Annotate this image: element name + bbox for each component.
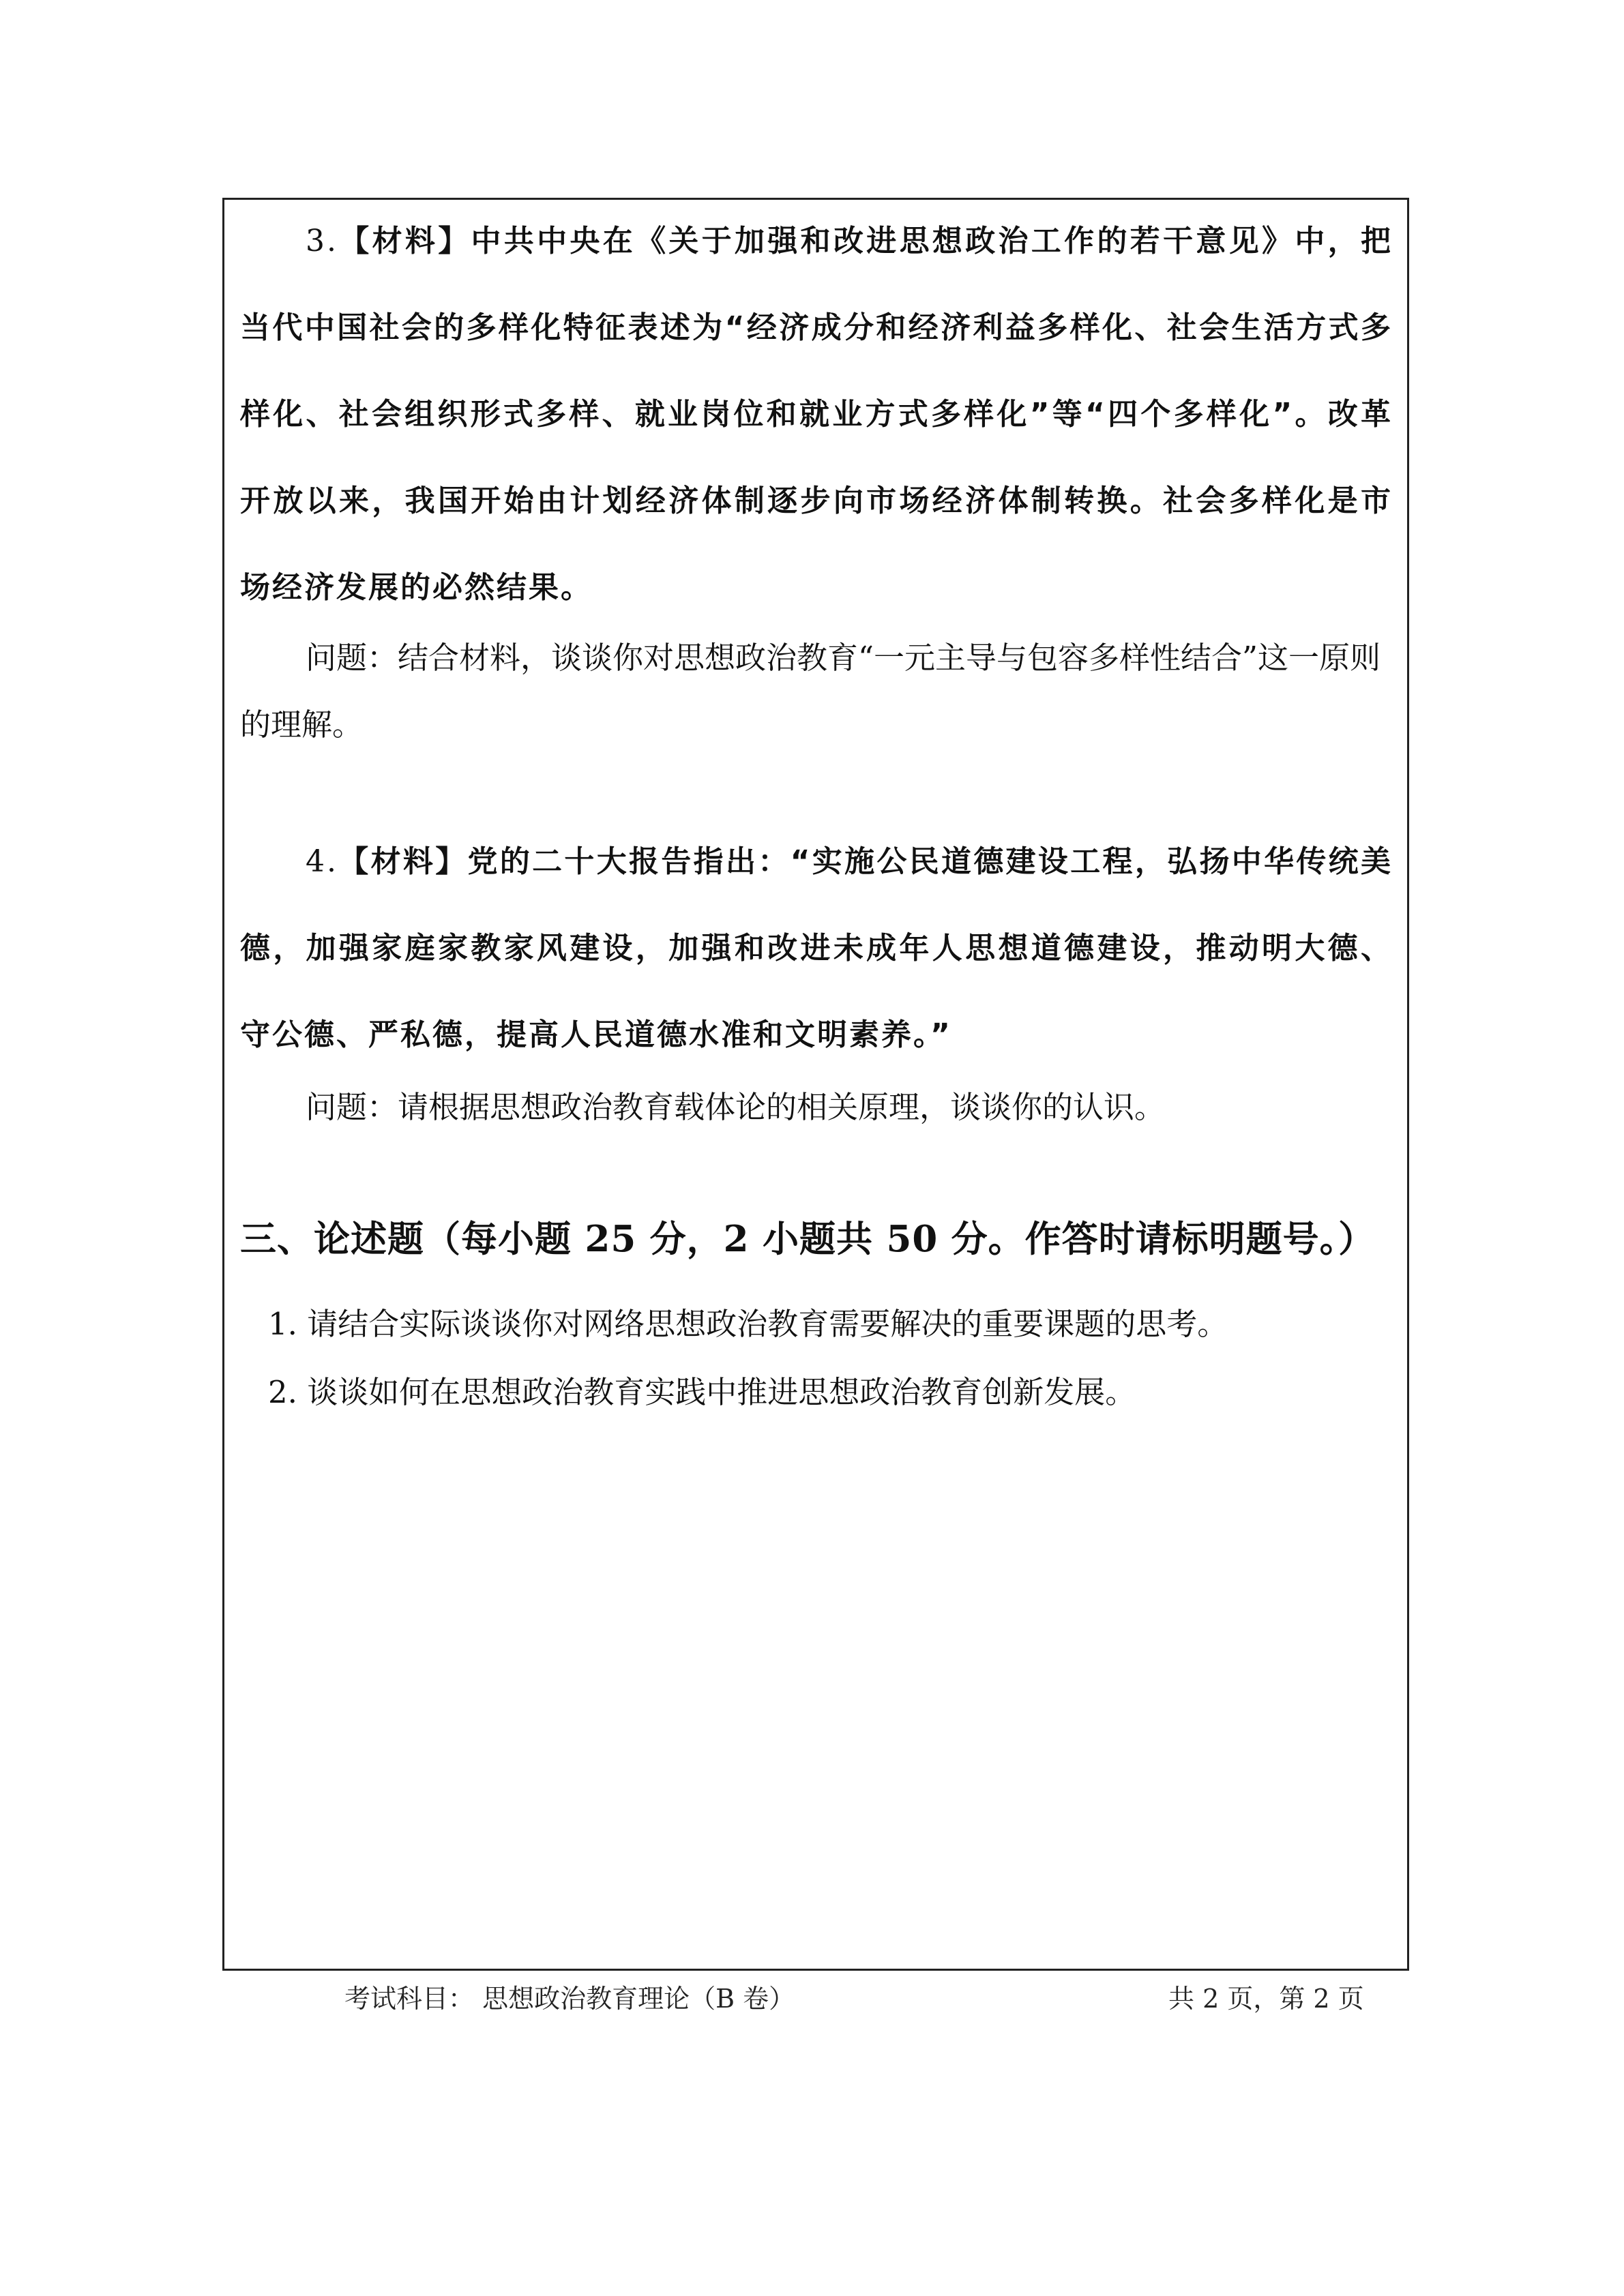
- footer-subject: 考试科目： 思想政治教育理论（B 卷）: [344, 1984, 795, 2014]
- question-4-prompt: 问题：请根据思想政治教育载体论的相关原理，谈谈你的认识。: [306, 1089, 1166, 1125]
- footer-page-count: 共 2 页，第 2 页: [1168, 1984, 1364, 2014]
- question-4-number: 4.: [306, 844, 338, 879]
- essay-question-2: 2. 谈谈如何在思想政治教育实践中推进思想政治教育创新发展。: [268, 1374, 1136, 1410]
- question-3-material: [240, 198, 1393, 631]
- section-3-title: 三、论述题（每小题 25 分，2 小题共 50 分。作答时请标明题号。）: [240, 1218, 1376, 1260]
- question-3-material-text: 【材料】中共中央在《关于加强和改进思想政治工作的若干意见》中，把当代中国社会的多样化特征表述为“经济成分和经济利益多样化、社会生活方式多样化、社会组织形式多样、就业岗位和就业方式多样化”等“四个多样化”。改革开放以来，我国开始由计划经济体制逐步向市场经济体制转换。社会多样化是市场经济发展的必然结果。: [240, 224, 1393, 605]
- question-3-number: 3.: [306, 224, 338, 258]
- essay-question-1: 1. 请结合实际谈谈你对网络思想政治教育需要解决的重要课题的思考。: [268, 1306, 1228, 1342]
- question-4-material-text: 【材料】党的二十大报告指出：“实施公民道德建设工程，弘扬中华传统美德，加强家庭家教家风建设，加强和改进未成年人思想道德建设，推动明大德、守公德、严私德，提高人民道德水准和文明素养。”: [240, 844, 1393, 1052]
- question-4-material: [240, 818, 1393, 1078]
- question-3-prompt: 问题：结合材料，谈谈你对思想政治教育“一元主导与包容多样性结合”这一原则的理解。: [240, 640, 1381, 743]
